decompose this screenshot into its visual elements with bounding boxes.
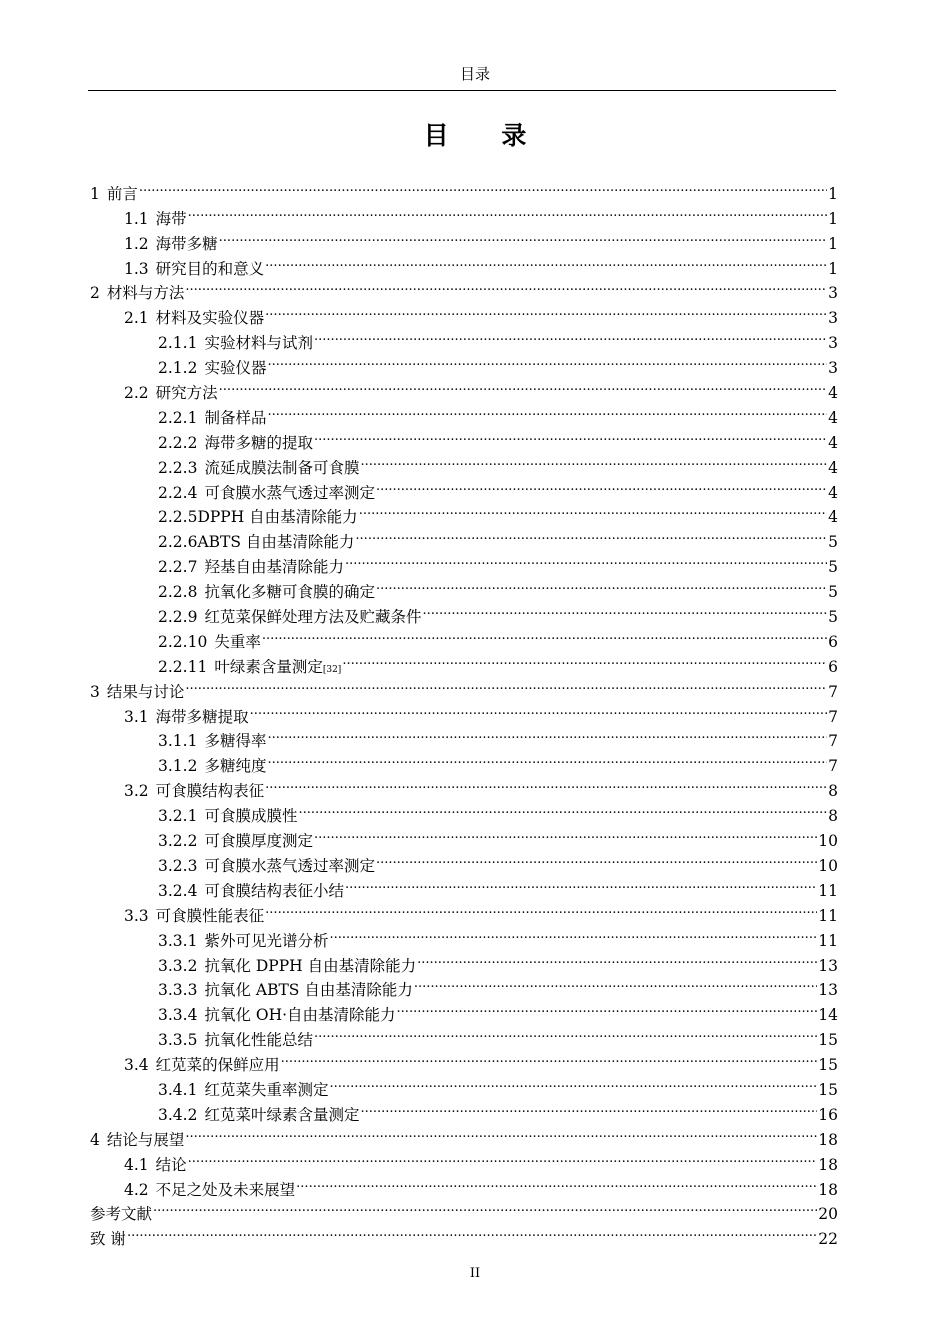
toc-entry-page: 1 [828,234,838,253]
dot-leader [265,298,827,323]
toc-entry-title: ABTS 自由基清除能力 [197,533,355,552]
toc-entry[interactable] [90,821,838,851]
toc-entry-number: 3.2 [124,782,149,801]
toc-entry-number: 2.2.2 [158,433,198,452]
toc-entry-page: 7 [828,732,838,751]
toc-entry-page: 5 [828,558,838,577]
toc-entry[interactable] [90,746,838,776]
toc-entry-page: 3 [828,334,838,353]
table-of-contents [90,174,838,1249]
toc-entry-page: 20 [818,1205,838,1224]
toc-entry-page: 14 [818,1006,838,1025]
toc-entry[interactable] [90,1095,838,1124]
toc-entry[interactable] [90,1045,838,1075]
dot-leader [360,448,827,473]
toc-entry[interactable] [90,373,838,403]
toc-entry-title: 实验材料与试剂 [204,334,313,353]
toc-entry[interactable] [90,672,838,701]
toc-entry-number: 3.2.3 [158,856,198,875]
toc-entry-title: 致 谢 [90,1230,126,1249]
toc-entry-title: 红苋菜的保鲜应用 [155,1056,280,1075]
dot-leader [314,1020,817,1045]
dot-leader [267,398,827,423]
dot-leader [296,1170,817,1195]
toc-entry[interactable] [90,498,838,527]
toc-entry-title: 结果与讨论 [106,682,185,701]
toc-entry-number: 2.2.4 [158,483,198,502]
toc-entry-page: 1 [828,184,838,203]
toc-entry-page: 22 [818,1230,838,1249]
toc-entry-page: 18 [818,1130,838,1149]
dot-leader [376,473,827,498]
toc-entry-title: 研究目的和意义 [155,259,265,278]
dot-leader [185,1120,817,1145]
toc-entry-number: 3.3.5 [158,1031,198,1050]
toc-entry-page: 18 [818,1180,838,1199]
toc-entry-title: 可食膜厚度测定 [204,832,313,851]
toc-entry-title: 海带多糖提取 [155,707,249,726]
toc-entry-page: 15 [818,1080,838,1099]
toc-entry[interactable] [90,1020,838,1050]
toc-entry-number: 1 [90,184,100,203]
dot-leader [250,697,827,722]
toc-entry[interactable] [90,423,838,452]
toc-entry-number: 2.2.7 [158,558,198,577]
toc-entry-title: 红苋菜失重率测定 [204,1080,329,1099]
toc-entry-title: 叶绿素含量测定 [214,657,323,676]
toc-entry-number: 3.3.3 [158,981,198,1000]
toc-entry-page: 4 [828,433,838,452]
toc-entry-page: 7 [828,682,838,701]
toc-entry-title: 海带多糖 [155,234,218,253]
toc-entry-title: 抗氧化 OH·自由基清除能力 [204,1006,396,1025]
toc-entry-number: 2.2 [124,384,149,403]
toc-entry-number: 4.1 [124,1155,149,1174]
toc-entry-title: 前言 [106,184,138,203]
toc-entry-title: 不足之处及未来展望 [155,1180,296,1199]
toc-entry-title: 多糖纯度 [204,757,267,776]
toc-entry-number: 2.1 [124,309,149,328]
toc-entry-title: 可食膜结构表征 [155,782,265,801]
toc-entry-number: 3 [90,682,100,701]
dot-leader [267,348,827,373]
toc-entry[interactable] [90,1195,838,1224]
toc-entry-title: 研究方法 [155,384,218,403]
toc-entry-title: DPPH 自由基清除能力 [197,508,358,527]
dot-leader [329,1070,817,1095]
toc-entry-page: 5 [828,583,838,602]
dot-leader [265,771,827,796]
toc-entry[interactable] [90,224,838,253]
toc-entry-page: 3 [828,359,838,378]
dot-leader [219,224,827,249]
toc-entry[interactable] [90,1145,838,1174]
toc-entry-title: 结论与展望 [106,1130,185,1149]
dot-leader [345,871,817,896]
toc-entry-title: 失重率 [214,632,261,651]
toc-entry-title: 实验仪器 [204,359,267,378]
dot-leader [359,498,827,523]
toc-entry-number: 2.2.3 [158,458,198,477]
toc-entry[interactable] [90,199,838,228]
dot-leader [139,174,827,199]
toc-entry-number: 3.3.2 [158,956,198,975]
toc-entry-page: 13 [818,981,838,1000]
toc-entry-page: 7 [828,707,838,726]
toc-entry[interactable] [90,971,838,1000]
dot-leader [127,1219,817,1244]
toc-entry-page: 5 [828,533,838,552]
dot-leader [219,373,827,398]
toc-entry-page: 11 [818,931,838,950]
toc-entry-page: 4 [828,483,838,502]
toc-entry[interactable]: 2.2.11 叶绿素含量测定 [32] ..... 6 [90,647,838,672]
dot-leader [342,647,827,672]
toc-entry[interactable] [90,1120,838,1149]
toc-entry-page: 1 [828,209,838,228]
toc-entry-title: 羟基自由基清除能力 [204,558,344,577]
toc-entry-page: 5 [828,608,838,627]
toc-entry-number: 2.2.11 [158,657,208,676]
toc-entry-title: 海带 [155,209,187,228]
toc-entry-title: 可食膜结构表征小结 [204,881,344,900]
toc-entry-number: 2.2.9 [158,608,198,627]
running-header: 目录 [459,65,490,83]
toc-entry-title: 流延成膜法制备可食膜 [204,458,360,477]
toc-entry[interactable] [90,572,838,602]
toc-entry[interactable] [90,597,838,627]
toc-entry-number: 2.2.1 [158,408,198,427]
dot-leader [417,946,817,971]
dot-leader [422,597,827,622]
dot-leader [314,821,817,846]
toc-entry-title: 可食膜成膜性 [204,807,298,826]
toc-entry-page: 6 [828,657,838,676]
toc-entry[interactable] [90,697,838,726]
toc-entry-page: 13 [818,956,838,975]
toc-entry[interactable] [90,448,838,477]
toc-entry-number: 2.1.2 [158,359,198,378]
toc-entry-page: 10 [818,856,838,875]
toc-entry-page: 4 [828,508,838,527]
toc-entry-number: 3.1 [124,707,149,726]
toc-entry-number: 3.4 [124,1056,149,1075]
toc-entry-number: 2.2.6 [158,533,198,552]
toc-entry[interactable] [90,871,838,900]
toc-entry-title: 海带多糖的提取 [204,433,313,452]
toc-entry[interactable] [90,274,838,303]
toc-entry-title: 红苋菜叶绿素含量测定 [204,1105,360,1124]
dot-leader [345,547,827,572]
toc-entry-number: 4 [90,1130,100,1149]
toc-entry-number: 1.1 [124,209,149,228]
toc-entry-page: 8 [828,807,838,826]
toc-entry-page: 16 [818,1105,838,1124]
dot-leader [188,1145,818,1170]
toc-entry-number: 3.3.4 [158,1006,198,1025]
toc-entry-title: 红苋菜保鲜处理方法及贮藏条件 [204,608,422,627]
toc-entry-number: 3.3 [124,906,149,925]
dot-leader [314,423,827,448]
dot-leader [185,274,827,299]
dot-leader [360,1095,817,1120]
toc-entry-title: 可食膜性能表征 [155,906,265,925]
dot-leader [314,323,827,348]
dot-leader [281,1045,818,1070]
toc-entry-page: 8 [828,782,838,801]
toc-entry-number: 3.1.1 [158,732,198,751]
toc-entry-title: 材料与方法 [106,284,185,303]
toc-entry[interactable] [90,622,838,651]
dot-leader [262,622,827,647]
dot-leader [265,249,827,274]
toc-entry-page: 4 [828,408,838,427]
toc-entry-number: 3.4.1 [158,1080,198,1099]
dot-leader [298,796,827,821]
dot-leader [267,746,827,771]
toc-entry-title: 抗氧化性能总结 [204,1031,313,1050]
toc-entry-title: 抗氧化多糖可食膜的确定 [204,583,375,602]
toc-entry-number: 3.2.2 [158,832,198,851]
toc-entry-number: 3.1.2 [158,757,198,776]
dot-leader [265,896,817,921]
toc-entry-number: 4.2 [124,1180,149,1199]
toc-entry-title: 材料及实验仪器 [155,309,265,328]
dot-leader [355,522,827,547]
toc-entry-number: 2 [90,284,100,303]
toc-entry-page: 15 [818,1031,838,1050]
toc-entry-page: 6 [828,632,838,651]
toc-entry-title: 紫外可见光谱分析 [204,931,329,950]
toc-entry-title: 抗氧化 ABTS 自由基清除能力 [204,981,413,1000]
toc-entry-number: 3.2.1 [158,807,198,826]
toc-entry-page: 11 [818,881,838,900]
toc-entry-page: 1 [828,259,838,278]
dot-leader [376,572,827,597]
toc-entry[interactable] [90,771,838,801]
toc-entry-number: 1.3 [124,259,149,278]
toc-entry[interactable] [90,896,838,925]
toc-entry-number: 2.1.1 [158,334,198,353]
dot-leader [188,199,827,224]
toc-entry-page: 10 [818,832,838,851]
dot-leader [267,722,827,747]
toc-entry-page: 7 [828,757,838,776]
dot-leader [376,846,817,871]
toc-entry[interactable] [90,1219,838,1249]
page-number: II [469,1266,481,1281]
toc-entry-page: 18 [818,1155,838,1174]
dot-leader [185,672,827,697]
dot-leader [397,995,818,1020]
toc-entry-title: 可食膜水蒸气透过率测定 [204,483,375,502]
toc-entry-title: 抗氧化 DPPH 自由基清除能力 [204,956,417,975]
toc-entry[interactable] [90,348,838,378]
toc-entry[interactable] [90,946,838,975]
page-title: 目 录 [423,121,549,150]
toc-entry[interactable] [90,1170,838,1199]
toc-entry-number: 3.4.2 [158,1105,198,1124]
toc-entry-number: 2.2.5 [158,508,198,527]
toc-entry-number: 2.2.10 [158,632,208,651]
toc-entry-title: 可食膜水蒸气透过率测定 [204,856,375,875]
toc-entry[interactable] [90,174,838,203]
toc-entry-page: 3 [828,309,838,328]
toc-entry-page: 11 [818,906,838,925]
toc-entry-page: 4 [828,384,838,403]
toc-entry-page: 15 [818,1056,838,1075]
header-rule [88,90,836,91]
toc-entry-number: 3.3.1 [158,931,198,950]
dot-leader [153,1195,817,1220]
toc-entry-title: 多糖得率 [204,732,267,751]
toc-entry-number: 1.2 [124,234,149,253]
toc-entry[interactable] [90,473,838,502]
toc-entry-title: 制备样品 [204,408,267,427]
toc-entry[interactable] [90,846,838,875]
toc-entry-page: 4 [828,458,838,477]
dot-leader [414,971,817,996]
toc-entry[interactable] [90,298,838,328]
toc-entry-page: 3 [828,284,838,303]
toc-entry-number: 3.2.4 [158,881,198,900]
toc-entry[interactable] [90,995,838,1025]
dot-leader [329,921,817,946]
toc-entry-title: 结论 [155,1155,187,1174]
toc-entry-number: 2.2.8 [158,583,198,602]
toc-entry-title: 参考文献 [90,1205,153,1224]
